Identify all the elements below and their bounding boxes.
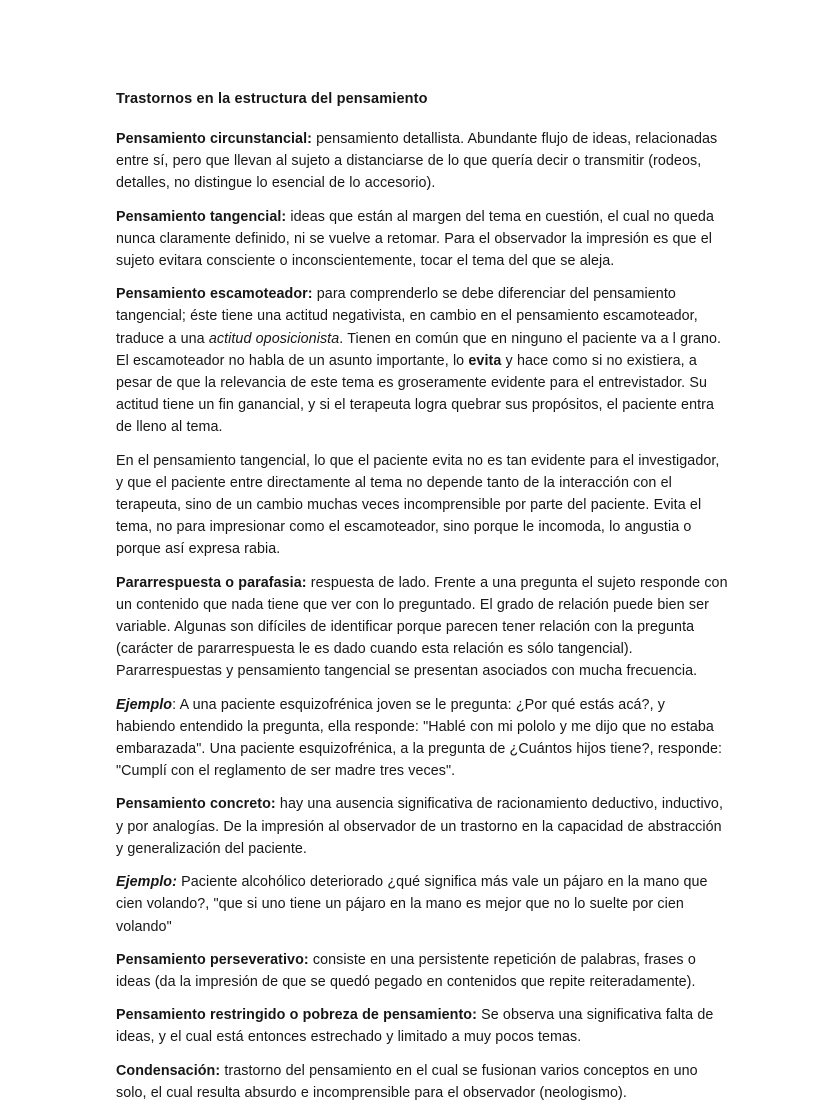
paragraph-lead-pararrespuesta: Pararrespuesta o parafasia: xyxy=(116,574,307,591)
paragraph-body-concreto: hay una ausencia significativa de racionamiento deductivo, inductivo, y por analogías. De la impresión al observador de un trastorno en la capacidad de abstracción y generalización del paciente. xyxy=(116,796,723,857)
page-title: Trastornos en la estructura del pensamiento xyxy=(116,91,428,107)
paragraph-restringido xyxy=(116,1004,728,1048)
paragraph-body-restringido: Se observa una significativa falta de ideas, y el cual está entonces estrechado y limitado a muy pocos temas. xyxy=(116,1007,714,1046)
paragraph-lead-circunstancial: Pensamiento circunstancial: xyxy=(116,131,312,147)
paragraph-tangencial-explicacion xyxy=(116,450,728,561)
paragraph-body-condensacion: trastorno del pensamiento en el cual se fusionan varios conceptos en uno solo, el cual resulta absurdo e incomprensible para el observador (neologismo). xyxy=(116,1062,698,1101)
paragraph-body-escamoteador-part1: para comprenderlo se debe diferenciar del pensamiento tangencial; éste tiene una actitud negativista, en cambio en el pensamiento escamoteador, traduce a una xyxy=(116,286,698,347)
paragraph-lead-tangencial: Pensamiento tangencial: xyxy=(116,208,287,225)
paragraph-body-tangencial-explicacion: En el pensamiento tangencial, lo que el paciente evita no es tan evidente para el investigador, y que el paciente entre directamente al tema no depende tanto de la interacción con el terapeuta, sino de un cambio muchas veces incomprensible por parte del paciente. Evita el tema, no para impresionar como el escamoteador, sino porque le incomoda, lo angustia o porque así expresa rabia. xyxy=(116,452,720,558)
paragraph-body-ejemplo-1: : A una paciente esquizofrénica joven se le pregunta: ¿Por qué estás acá?, y habiendo entendido la pregunta, ella responde: "Hablé con mi pololo y me dijo que no estaba embarazada". Una paciente esquizofrénica, a la pregunta de ¿Cuántos hijos tiene?, responde: "Cumplí con el reglamento de ser madre tres veces". xyxy=(116,696,723,780)
paragraph-concreto xyxy=(116,793,728,860)
paragraph-lead-perseverativo: Pensamiento perseverativo: xyxy=(116,951,309,968)
paragraph-body-circunstancial: pensamiento detallista. Abundante flujo de ideas, relacionadas entre sí, pero que llevan al sujeto a distanciarse de lo que quería decir o transmitir (rodeos, detalles, no distingue lo esencial de lo accesorio). xyxy=(116,131,718,192)
paragraph-condensacion xyxy=(116,1060,728,1104)
paragraph-lead-ejemplo-2: Ejemplo: xyxy=(116,874,177,891)
paragraph-body-escamoteador-part3: y hace como si no existiera, a pesar de que la relevancia de este tema es groseramente evidente para el entrevistador. Su actitud tiene un fin ganancial, y si el terapeuta logra quebrar sus propósitos, el paciente entra de lleno al tema. xyxy=(116,352,715,436)
paragraph-body-escamoteador-part2: . Tienen en común que en ninguno el paciente va a l grano. El escamoteador no habla de un asunto importante, lo xyxy=(116,330,722,369)
paragraph-ejemplo-2 xyxy=(116,871,728,938)
paragraph-perseverativo xyxy=(116,949,728,993)
paragraph-lead-condensacion: Condensación: xyxy=(116,1062,221,1079)
paragraph-body-ejemplo-2: Paciente alcohólico deteriorado ¿qué significa más vale un pájaro en la mano que cien volando?, "que si uno tiene un pájaro en la mano es mejor que no lo suelte por cien volando" xyxy=(116,874,708,935)
paragraph-circunstancial xyxy=(116,128,728,195)
emphasis-evita: evita xyxy=(468,352,502,369)
paragraph-ejemplo-1 xyxy=(116,694,728,783)
paragraph-lead-restringido: Pensamiento restringido o pobreza de pensamiento: xyxy=(116,1007,477,1024)
paragraph-body-perseverativo: consiste en una persistente repetición de palabras, frases o ideas (da la impresión de que se quedó pegado en contenidos que repite reiteradamente). xyxy=(116,951,696,990)
paragraph-tangencial xyxy=(116,206,728,273)
paragraph-lead-concreto: Pensamiento concreto: xyxy=(116,796,276,813)
paragraph-body-pararrespuesta: respuesta de lado. Frente a una pregunta el sujeto responde con un contenido que nada tiene que ver con lo preguntado. El grado de relación puede bien ser variable. Algunas son difíciles de identificar porque parecen tener relación con la pregunta (carácter de pararrespuesta le es dado cuando esta relación es sólo tangencial). Pararrespuestas y pensamiento tangencial se presentan asociados con mucha frecuencia. xyxy=(116,574,728,680)
paragraph-lead-escamoteador: Pensamiento escamoteador: xyxy=(116,286,313,303)
paragraph-pararrespuesta xyxy=(116,572,728,683)
paragraph-body-tangencial: ideas que están al margen del tema en cuestión, el cual no queda nunca claramente definido, ni se vuelve a retomar. Para el observador la impresión es que el sujeto evitara consciente o inconscientemente, tocar el tema del que se aleja. xyxy=(116,208,714,270)
paragraph-escamoteador xyxy=(116,283,728,438)
paragraph-lead-ejemplo-1: Ejemplo xyxy=(116,696,173,713)
emphasis-actitud-oposicionista: actitud oposicionista xyxy=(208,330,340,347)
